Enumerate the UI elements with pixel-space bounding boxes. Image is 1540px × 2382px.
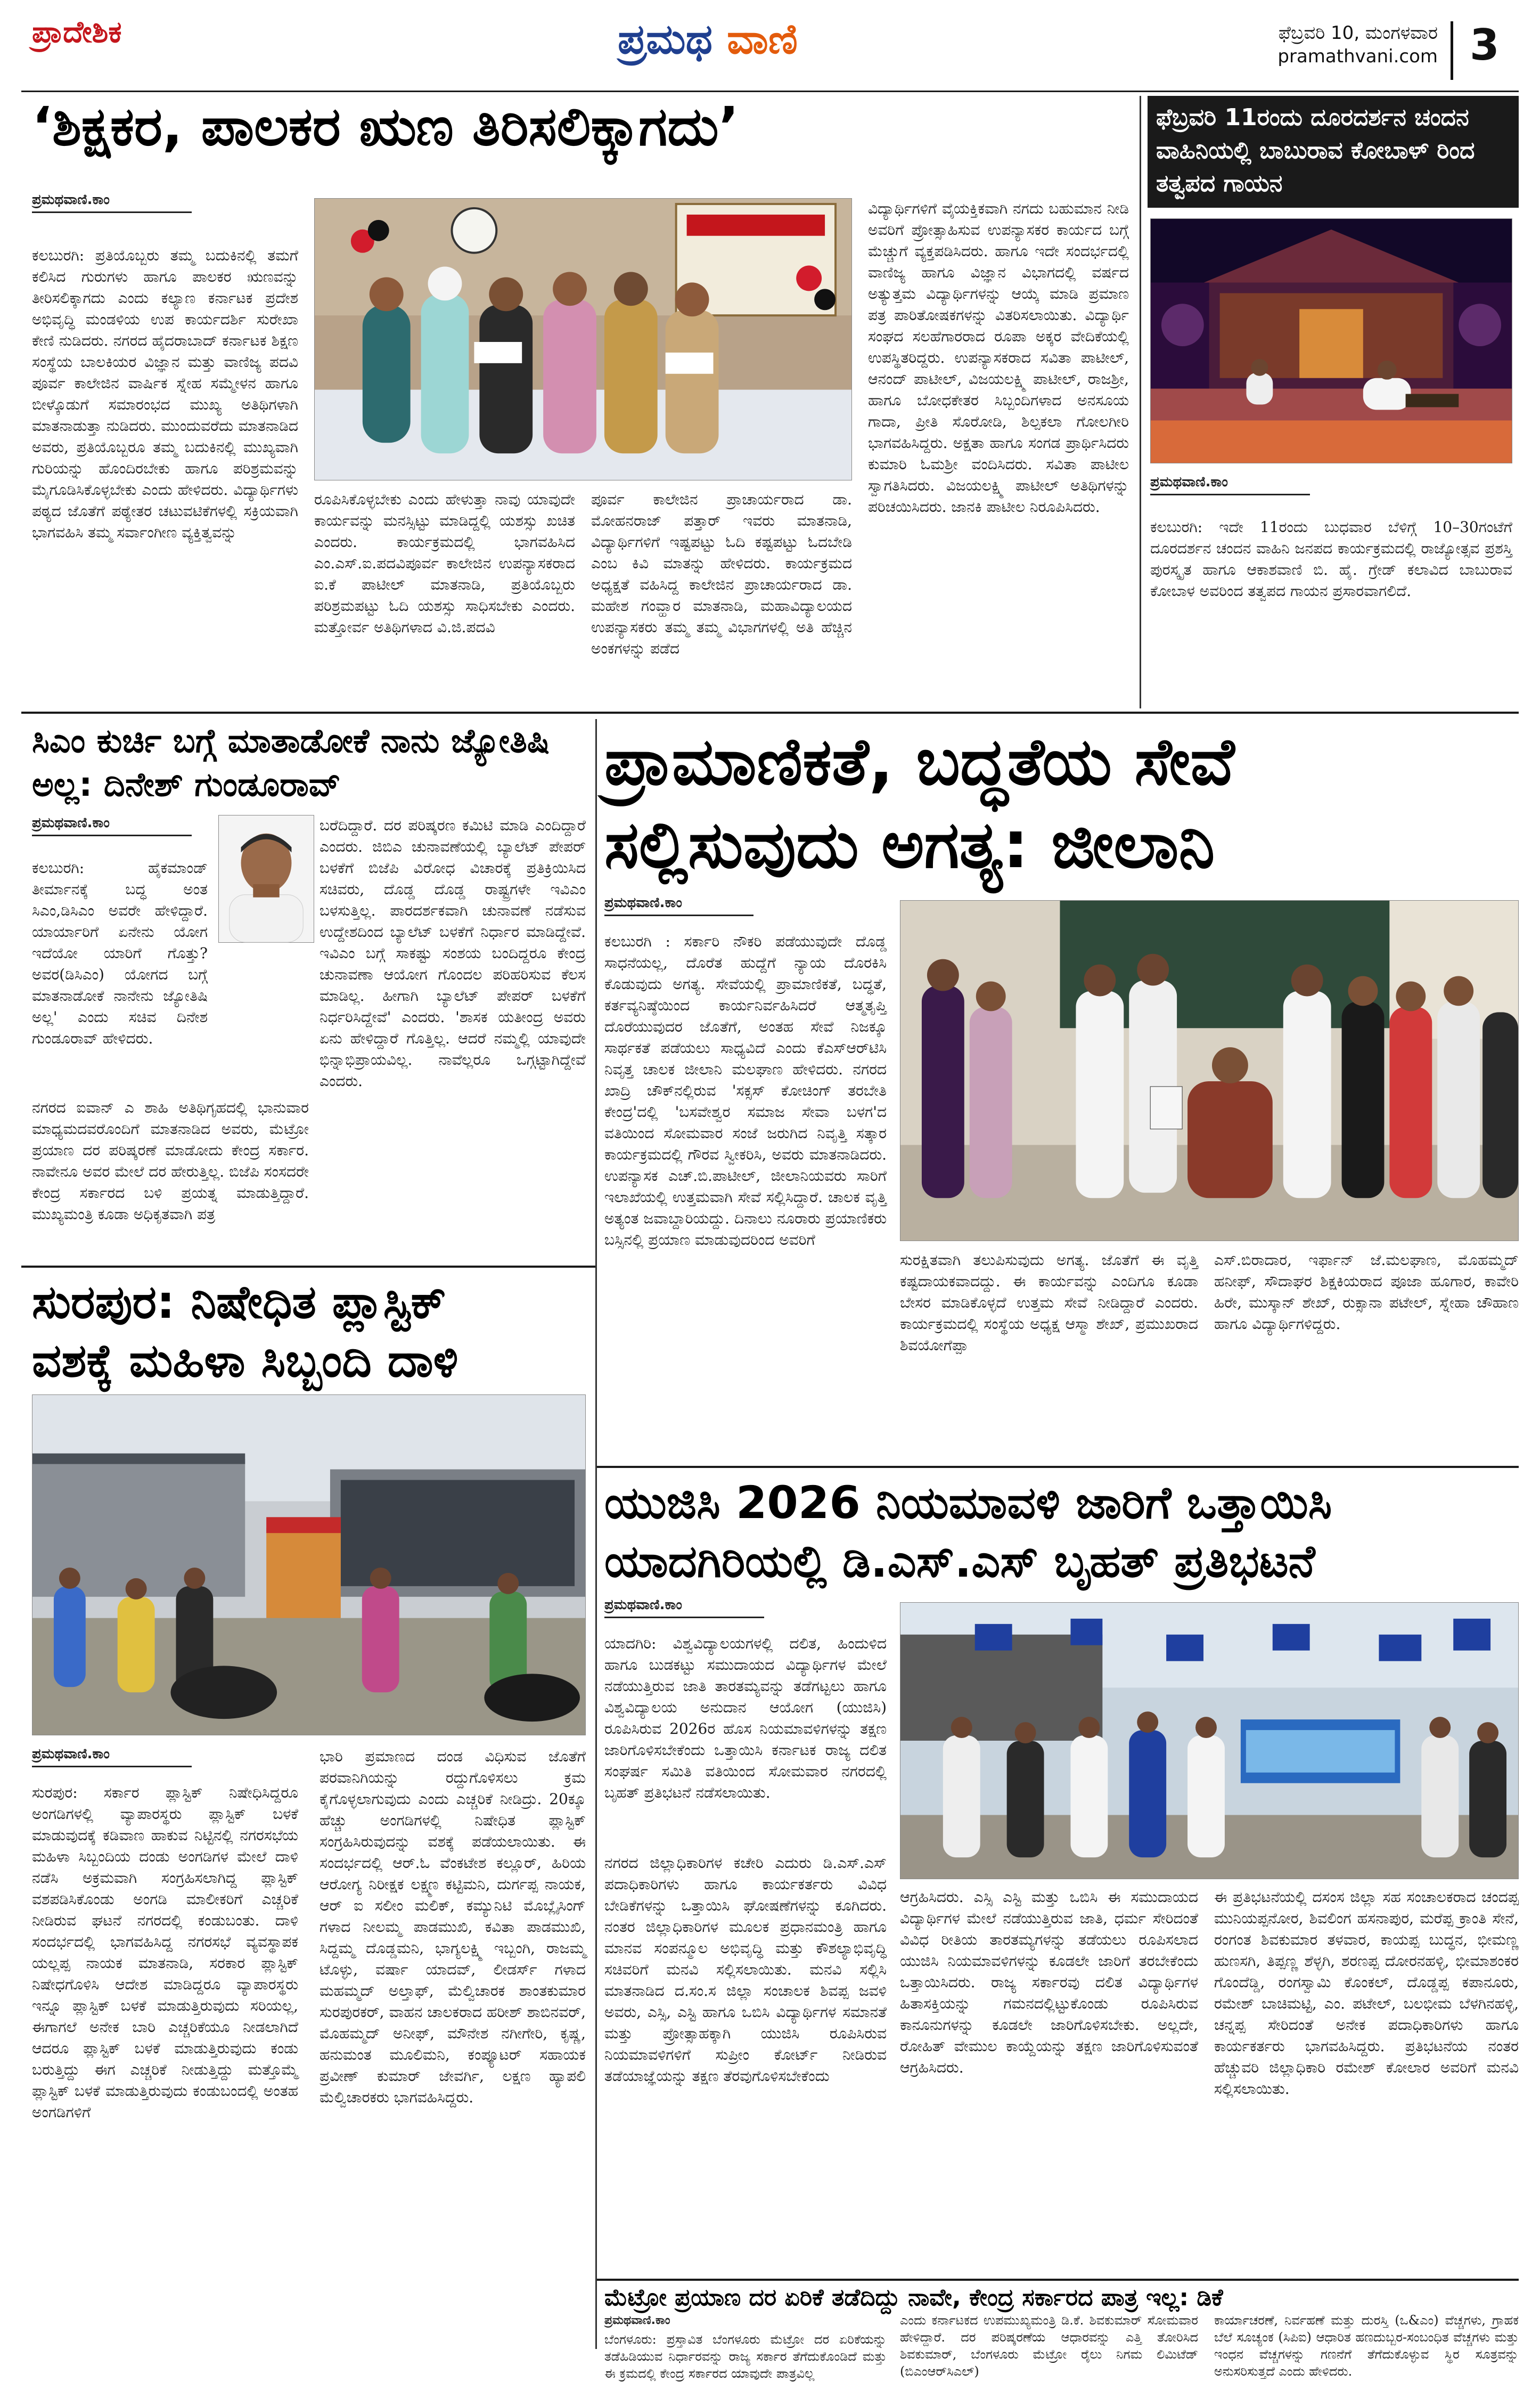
protest-photo <box>900 1602 1519 1879</box>
website[interactable]: pramathvani.com <box>1277 46 1438 67</box>
column-2: ಆಗ್ರಹಿಸಿದರು. ಎಸ್ಸಿ ಎಸ್ಟಿ ಮತ್ತು ಒಬಿಸಿ ಈ ಸಮುದಾಯದ ವಿದ್ಯಾರ್ಥಿಗಳ ಮೇಲೆ ನಡೆಯುತ್ತಿರುವ ಜಾತಿ, ಧರ್ಮ ಸೇರಿದಂತೆ ವಿವಿಧ ರೀತಿಯ ತಾರತಮ್ಯಗಳನ್ನು ತಡೆಯಲು ರೂಪಿಸಲಾದ ಯುಜಿಸಿ ನಿಯಮಾವಳಿಗಳನ್ನು ಕೂಡಲೇ ಜಾರಿಗೆ ತರಬೇಕೆಂದು ಒತ್ತಾಯಿಸಿದರು. ರಾಜ್ಯ ಸರ್ಕಾರವು ದಲಿತ ವಿದ್ಯಾರ್ಥಿಗಳ ಹಿತಾಸಕ್ತಿಯನ್ನು ಗಮನದಲ್ಲಿಟ್ಟುಕೊಂಡು ರೂಪಿಸಿರುವ ಕಾನೂನುಗಳನ್ನು ಕೂಡಲೇ ಜಾರಿಗೊಳಿಸಬೇಕು. ಅಲ್ಲದೇ, ರೋಹಿತ್ ವೇಮುಲ ಕಾಯ್ದೆಯನ್ನು ತಕ್ಷಣ ಜಾರಿಗೊಳಿಸುವಂತೆ ಆಗ್ರಹಿಸಿದರು. <box>900 1888 1198 2076</box>
headline-line-1: ಸುರಪುರ: ನಿಷೇಧಿತ ಪ್ಲಾಸ್ಟಿಕ್ <box>32 1276 447 1329</box>
singer-photo <box>1150 218 1512 463</box>
byline: ಪ್ರಮಥವಾಣಿ.ಕಾಂ <box>604 2314 670 2327</box>
masthead-part1: ಪ್ರಮಥ <box>618 15 712 63</box>
headline: ಸಿಎಂ ಕುರ್ಚಿ ಬಗ್ಗೆ ಮಾತಾಡೋಕೆ ನಾನು ಜ್ಯೋತಿಷಿ ಅಲ್ಲ: ದಿನೇಶ್ ಗುಂಡೂರಾವ್ <box>32 721 550 804</box>
minister-photo <box>218 815 314 943</box>
headline-line-2: ಸಲ್ಲಿಸುವುದು ಅಗತ್ಯ: ಜೀಲಾನಿ <box>604 807 1215 883</box>
ceremony-photo <box>314 198 852 480</box>
column-3: ಕಾರ್ಯಾಚರಣೆ, ನಿರ್ವಹಣೆ ಮತ್ತು ದುರಸ್ತಿ (ಒ&ಎಂ) ವೆಚ್ಚಗಳು, ಗ್ರಾಹಕ ಬೆಲೆ ಸೂಚ್ಯಂಕ (ಸಿಪಿಐ) ಆಧಾರಿತ ಹಣದುಬ್ಬರ-ಸಂಬಂಧಿತ ವೆಚ್ಚಗಳು ಮತ್ತು ಇಂಧನ ವೆಚ್ಚಗಳನ್ನು ಗಣನೆಗೆ ತೆಗೆದುಕೊಳ್ಳುವ ಸ್ಥಿರ ಸೂತ್ರವನ್ನು ಅನುಸರಿಸುತ್ತದೆ ಎಂದು ಹೇಳಿದರು. <box>1214 2313 1519 2379</box>
headline-line-1: ಪ್ರಾಮಾಣಿಕತೆ, ಬದ್ಧತೆಯ ಸೇವೆ <box>604 724 1235 800</box>
byline: ಪ್ರಮಥವಾಣಿ.ಕಾಂ <box>604 1597 682 1613</box>
headline: ಮೆಟ್ರೋ ಪ್ರಯಾಣ ದರ ಏರಿಕೆ ತಡೆದಿದ್ದು ನಾವೇ, ಕೇಂದ್ರ ಸರ್ಕಾರದ ಪಾತ್ರ ಇಲ್ಲ: ಡಿಕೆ <box>604 2284 1223 2311</box>
column-1: ಕಲಬುರಗಿ : ಸರ್ಕಾರಿ ನೌಕರಿ ಪಡೆಯುವುದೇ ದೊಡ್ಡ ಸಾಧನೆಯಲ್ಲ, ದೊರೆತ ಹುದ್ದೆಗೆ ನ್ಯಾಯ ದೊರಕಿಸಿ ಕೊಡುವುದು ಅಗತ್ಯ. ಸೇವೆಯಲ್ಲಿ ಪ್ರಾಮಾಣಿಕತೆ, ಬದ್ಧತೆ, ಕರ್ತವ್ಯನಿಷ್ಠೆಯಿಂದ ಕಾರ್ಯನಿರ್ವಹಿಸಿದರೆ ಆತ್ಮತೃಪ್ತಿ ದೊರೆಯುವುದರ ಜೊತೆಗೆ, ಅಂತಹ ಸೇವೆ ನಿಜಕ್ಕೂ ಸಾರ್ಥಕತೆ ಪಡೆಯಲು ಸಾಧ್ಯವಿದೆ ಎಂದು ಕೆಎಸ್‌ಆರ್‌ಟಿಸಿ ನಿವೃತ್ತ ಚಾಲಕ ಜೀಲಾನಿ ಮಲಘಾಣ ಹೇಳಿದರು. ನಗರದ ಖಾದ್ರಿ ಚೌಕ್‌ನಲ್ಲಿರುವ 'ಸಕ್ಸಸ್ ಕೋಚಿಂಗ್ ತರಬೇತಿ ಕೇಂದ್ರ'ದಲ್ಲಿ 'ಬಸವೇಶ್ವರ ಸಮಾಜ ಸೇವಾ ಬಳಗ'ದ ವತಿಯಿಂದ ಸೋಮವಾರ ಸಂಜೆ ಜರುಗಿದ ನಿವೃತ್ತಿ ಸತ್ಕಾರ ಕಾರ್ಯಕ್ರಮದಲ್ಲಿ ಗೌರವ ಸ್ವೀಕರಿಸಿ, ಅವರು ಮಾತನಾಡಿದರು. ಉಪನ್ಯಾಸಕ ಎಚ್.ಬಿ.ಪಾಟೀಲ್, ಜೀಲಾನಿಯವರು ಸಾರಿಗೆ ಇಲಾಖೆಯಲ್ಲಿ ಉತ್ತಮವಾಗಿ ಸೇವೆ ಸಲ್ಲಿಸಿದ್ದಾರೆ. ಚಾಲಕ ವೃತ್ತಿ ಅತ್ಯಂತ ಜವಾಬ್ದಾರಿಯದ್ದು. ದಿನಾಲು ನೂರಾರು ಪ್ರಯಾಣಿಕರು ಬಸ್ಸಿನಲ್ಲಿ ಪ್ರಯಾಣ ಮಾಡುವುದರಿಂದ ಅವರಿಗೆ <box>604 933 887 1249</box>
headline <box>32 1273 586 1390</box>
column-2: ರೂಪಿಸಿಕೊಳ್ಳಬೇಕು ಎಂದು ಹೇಳುತ್ತಾ ನಾವು ಯಾವುದೇ ಕಾರ್ಯವನ್ನು ಮನಸ್ಸಿಟ್ಟು ಮಾಡಿದ್ದಲ್ಲಿ ಯಶಸ್ಸು ಖಚಿತ ಎಂದರು. ಕಾರ್ಯಕ್ರಮದಲ್ಲಿ ಭಾಗವಹಿಸಿದ ಎಂ.ಎಸ್.ಐ.ಪದವಿಪೂರ್ವ ಕಾಲೇಜಿನ ಉಪನ್ಯಾಸಕರಾದ ಐ.ಕೆ ಪಾಟೀಲ್ ಮಾತನಾಡಿ, ಪ್ರತಿಯೊಬ್ಬರು ಪರಿಶ್ರಮಪಟ್ಟು ಓದಿ ಯಶಸ್ಸು ಸಾಧಿಸಬೇಕು ಎಂದರು. ಮತ್ತೋರ್ವ ಅತಿಥಿಗಳಾದ ವಿ.ಜಿ.ಪದವಿ <box>314 491 575 636</box>
column-3: ಎಸ್.ಬಿರಾದಾರ, ಇರ್ಫಾನ್ ಜೆ.ಮಲಘಾಣ, ಮೊಹಮ್ಮದ್ ಹನೀಫ್, ಸೌದಾಘರ ಶಿಕ್ಷಕಿಯರಾದ ಪೂಜಾ ಹೂಗಾರ, ಕಾವೇರಿ ಹಿರೇ, ಮುಸ್ಕಾನ್ ಶೇಖ್, ರುಕ್ಸಾನಾ ಪಟೇಲ್, ಸ್ನೇಹಾ ಚೌಹಾಣ ಹಾಗೂ ವಿದ್ಯಾರ್ಥಿಗಳಿದ್ದರು. <box>1214 1251 1519 1333</box>
headline: ‘ಶಿಕ್ಷಕರ, ಪಾಲಕರ ಋಣ ತಿರಿಸಲಿಕ್ಕಾಗದು’ <box>32 95 739 158</box>
column-2: ಬರೆದಿದ್ದಾರೆ. ದರ ಪರಿಷ್ಕರಣ ಕಮಿಟಿ ಮಾಡಿ ಎಂದಿದ್ದಾರೆ ಎಂದರು. ಜಿಬಿಎ ಚುನಾವಣೆಯಲ್ಲಿ ಬ್ಯಾಲೆಟ್ ಪೇಪರ್ ಬಳಕೆಗೆ ಬಿಜೆಪಿ ವಿರೋಧ ವಿಚಾರಕ್ಕೆ ಪ್ರತಿಕ್ರಿಯಿಸಿದ ಸಚಿವರು, ದೊಡ್ಡ ದೊಡ್ಡ ರಾಷ್ಟ್ರಗಳೇ ಇವಿಎಂ ಬಳಸುತ್ತಿಲ್ಲ. ಪಾರದರ್ಶಕವಾಗಿ ಚುನಾವಣೆ ನಡೆಸುವ ಉದ್ದೇಶದಿಂದ ಬ್ಯಾಲೆಟ್ ಬಳಕೆಗೆ ನಿರ್ಧಾರ ಮಾಡಿದ್ದೇವೆ. ಇವಿಎಂ ಬಗ್ಗೆ ಸಾಕಷ್ಟು ಸಂಶಯ ಬಂದಿದ್ದರೂ ಕೇಂದ್ರ ಚುನಾವಣಾ ಆಯೋಗ ಗೊಂದಲ ಪರಿಹರಿಸುವ ಕೆಲಸ ಮಾಡಿಲ್ಲ. ಹೀಗಾಗಿ ಬ್ಯಾಲೆಟ್ ಪೇಪರ್ ಬಳಕೆಗೆ ನಿರ್ಧರಿಸಿದ್ದೇವೆ' ಎಂದರು. 'ಶಾಸಕ ಯತೀಂದ್ರ ಅವರು ಏನು ಹೇಳಿದ್ದಾರೆ ಗೊತ್ತಿಲ್ಲ. ಆದರೆ ನಮ್ಮಲ್ಲಿ ಯಾವುದೇ ಭಿನ್ನಾಭಿಪ್ರಾಯವಿಲ್ಲ. ನಾವೆಲ್ಲರೂ ಒಗ್ಗಟ್ಟಾಗಿದ್ದೇವೆ ಎಂದರು. <box>320 817 586 1090</box>
headline: ಫೆಬ್ರವರಿ 11ರಂದು ದೂರದರ್ಶನ ಚಂದನ ವಾಹಿನಿಯಲ್ಲಿ ಬಾಬುರಾವ ಕೋಬಾಳ್ ರಿಂದ ತತ್ವಪದ ಗಾಯನ <box>1148 96 1519 208</box>
column-3: ಈ ಪ್ರತಿಭಟನೆಯಲ್ಲಿ ದಸಂಸ ಜಿಲ್ಲಾ ಸಹ ಸಂಚಾಲಕರಾದ ಚಂದಪ್ಪ ಮುನಿಯಪ್ಪನೋರ, ಶಿವಲಿಂಗ ಹಸನಾಪುರ, ಮರೆಪ್ಪ ಕ್ರಾಂತಿ ಸೇನೆ, ರಂಗಂತ ಶಿವಕುಮಾರ ತಳವಾರ, ಕಾಯಪ್ಪ ಬುದ್ಧನ, ಭೀಮಣ್ಣ ಹುಣಸಗಿ, ತಿಪ್ಪಣ್ಣ ಶೆಳ್ಳಗಿ, ಶರಣಪ್ಪ ದೋರನಹಳ್ಳಿ, ಭೀಮಾಶಂಕರ ಗೊಂದೆಡ್ಡಿ, ರಂಗಸ್ವಾಮಿ ಕೊಂಕಲ್, ದೊಡ್ಡಪ್ಪ ಕಪಾನೂರು, ರಮೇಶ್ ಬಾಚಿಮಟ್ಟಿ, ಎಂ. ಪಟೇಲ್, ಬಲಭೀಮ ಬೆಳಗಿನಹಳ್ಳಿ, ಚನ್ನಪ್ಪ ಸೇರಿದಂತೆ ಅನೇಕ ಪದಾಧಿಕಾರಿಗಳು ಹಾಗೂ ಕಾರ್ಯಕರ್ತರು ಭಾಗವಹಿಸಿದ್ದರು. ಪ್ರತಿಭಟನೆಯ ನಂತರ ಹೆಚ್ಚುವರಿ ಜಿಲ್ಲಾಧಿಕಾರಿ ರಮೇಶ್ ಕೋಲಾರ ಅವರಿಗೆ ಮನವಿ ಸಲ್ಲಿಸಲಾಯಿತು. <box>1214 1888 1519 2098</box>
column-2: ಭಾರಿ ಪ್ರಮಾಣದ ದಂಡ ವಿಧಿಸುವ ಜೊತೆಗೆ ಪರವಾನಿಗಿಯನ್ನು ರದ್ದುಗೊಳಿಸಲು ಕ್ರಮ ಕೈಗೊಳ್ಳಲಾಗುವುದು ಎಂದು ಎಚ್ಚರಿಕೆ ನೀಡಿದ್ರು. 20ಕ್ಕೂ ಹೆಚ್ಚು ಅಂಗಡಿಗಳಲ್ಲಿ ನಿಷೇಧಿತ ಪ್ಲಾಸ್ಟಿಕ್ ಸಂಗ್ರಹಿಸಿರುವುದನ್ನು ವಶಕ್ಕೆ ಪಡೆಯಲಾಯಿತು. ಈ ಸಂದರ್ಭದಲ್ಲಿ ಆರ್.ಓ ವೆಂಕಟೇಶ ಕಲ್ಲೂರ್, ಹಿರಿಯ ಆರೋಗ್ಯ ನಿರೀಕ್ಷಕ ಲಕ್ಷ್ಮಣ ಕಟ್ಟಿಮನಿ, ದುರ್ಗಪ್ಪ ನಾಯಕ, ಆರ್ ಐ ಸಲೀಂ ಮಲಿಕ್, ಕಮ್ಯುನಿಟಿ ಮೊಬ್ಲೈಸಿಂಗ್ ಗಳಾದ ನೀಲಮ್ಮ ಪಾಡಮುಖಿ, ಕವಿತಾ ಪಾಡಮುಖಿ, ಸಿದ್ದಮ್ಮ ದೊಡ್ಡಮನಿ, ಭಾಗ್ಯಲಕ್ಷ್ಮಿ ಇಬ್ಬಂಗಿ, ರಾಜಮ್ಮ ಟೊಳ್ಳು, ವರ್ಷಾ ಯಾದವ್, ಲೀಡರ್ಸ್ ಗಳಾದ ಮಹಮ್ಮದ್ ಅಲ್ತಾಫ್, ಮೆಲ್ವಿಚಾರಕ ಶಾಂತಕುಮಾರ ಸುರಪುರಕರ್, ವಾಹನ ಚಾಲಕರಾದ ಹರೀಶ್ ಶಾಬಿನವರ್, ಮೊಹಮ್ಮದ್ ಅನೀಫ್, ಮೌನೇಶ ನಗೀಗೇರಿ, ಕೃಷ್ಣ, ಹನುಮಂತ ಮೂಲಿಮನಿ, ಕಂಪ್ಯೂಟರ್ ಸಹಾಯಕ ಪ್ರವೀಣ್ ಕುಮಾರ್ ಜೇವರ್ಗಿ, ಲಕ್ಷಣ ಹ್ಯಾಪಲಿ ಮೆಲ್ವಿಚಾರಕರು ಭಾಗವಹಿಸಿದ್ದರು. <box>320 1748 586 2106</box>
byline: ಪ್ರಮಥವಾಣಿ.ಕಾಂ <box>1150 474 1228 490</box>
column-4: ವಿದ್ಯಾರ್ಥಿಗಳಿಗೆ ವೈಯಕ್ತಿಕವಾಗಿ ನಗದು ಬಹುಮಾನ ನೀಡಿ ಅವರಿಗೆ ಪ್ರೋತ್ಸಾಹಿಸುವ ಉಪನ್ಯಾಸಕರ ಕಾರ್ಯದ ಬಗ್ಗೆ ಮೆಚ್ಚುಗೆ ವ್ಯಕ್ತಪಡಿಸಿದರು. ಹಾಗೂ ಇದೇ ಸಂದರ್ಭದಲ್ಲಿ ವಾಣಿಜ್ಯ ಹಾಗೂ ವಿಜ್ಞಾನ ವಿಭಾಗದಲ್ಲಿ ವರ್ಷದ ಅತ್ಯುತ್ತಮ ವಿದ್ಯಾರ್ಥಿಗಳನ್ನು ಆಯ್ಕೆ ಮಾಡಿ ಪ್ರಮಾಣ ಪತ್ರ ಪಾರಿತೋಷಕಗಳನ್ನು ವಿತರಿಸಲಾಯಿತು. ವಿದ್ಯಾರ್ಥಿ ಸಂಘದ ಸಲಹೆಗಾರರಾದ ರೂಪಾ ಅಕ್ಕರ ವೇದಿಕೆಯಲ್ಲಿ ಉಪಸ್ಥಿತರಿದ್ದರು. ಉಪನ್ಯಾಸಕರಾದ ಸವಿತಾ ಪಾಟೀಲ್, ಆನಂದ್ ಪಾಟೀಲ್, ವಿಜಯಲಕ್ಷ್ಮಿ ಪಾಟೀಲ್, ರಾಜಶ್ರೀ, ಹಾಗೂ ಬೋಧಕೇತರ ಸಿಬ್ಬಂದಿಗಳಾದ ಅನಸೂಯ ಗಾದಾ, ಪ್ರೀತಿ ಸೊರೋಡಿ, ಶಿಲ್ಪಕಲಾ ಗೋಲಗೀರಿ ಭಾಗವಹಿಸಿದ್ದರು. ಅಕ್ಷತಾ ಹಾಗೂ ಸಂಗಡ ಪ್ರಾರ್ಥಿಸಿದರು ಕುಮಾರಿ ಓಮಶ್ರೀ ವಂದಿಸಿದರು. ಸವಿತಾ ಪಾಟೀಲ ಸ್ವಾಗತಿಸಿದರು. ವಿಜಯಲಕ್ಷ್ಮಿ ಪಾಟೀಲ್ ಅತಿಥಿಗಳನ್ನು ಪರಿಚಯಿಸಿದರು. ಜಾನಕಿ ಪಾಟೀಲ ನಿರೂಪಿಸಿದರು. <box>868 200 1129 516</box>
byline: ಪ್ರಮಥವಾಣಿ.ಕಾಂ <box>32 815 110 831</box>
byline-block <box>604 1597 871 1626</box>
column-2: ಸುರಕ್ಷಿತವಾಗಿ ತಲುಪಿಸುವುದು ಅಗತ್ಯ. ಜೊತೆಗೆ ಈ ವೃತ್ತಿ ಕಷ್ಟದಾಯಕವಾದದ್ದು. ಈ ಕಾರ್ಯವನ್ನು ಎಂದಿಗೂ ಕೂಡಾ ಬೇಸರ ಮಾಡಿಕೊಳ್ಳದೆ ಉತ್ತಮ ಸೇವೆ ನೀಡಿದ್ದಾರೆ ಎಂದರು. ಕಾರ್ಯಕ್ರಮದಲ್ಲಿ ಸಂಸ್ಥೆಯ ಅಧ್ಯಕ್ಷ ಆಸ್ಮಾ ಶೇಖ್, ಪ್ರಮುಖರಾದ ಶಿವಯೋಗೆಪ್ಪಾ <box>900 1251 1198 1354</box>
article-text: ಕಲಬುರಗಿ: ಇದೇ 11ರಂದು ಬುಧವಾರ ಬೆಳಿಗ್ಗೆ 10–30ಗಂಟೆಗೆ ದೂರದರ್ಶನ ಚಂದನ ವಾಹಿನಿ ಜನಪದ ಕಾರ್ಯಕ್ರಮದಲ್ಲಿ ರಾಜ್ಯೋತ್ಸವ ಪ್ರಶಸ್ತಿ ಪುರಸ್ಕೃತ ಹಾಗೂ ಆಕಾಶವಾಣಿ ಬಿ. ಹೈ. ಗ್ರೇಡ್ ಕಲಾವಿದ ಬಾಬುರಾವ ಕೋಬಾಳ ಅವರಿಂದ ತತ್ವಪದ ಗಾಯನ ಪ್ರಸಾರವಾಗಲಿದೆ. <box>1150 518 1512 600</box>
byline-block <box>1150 474 1512 503</box>
byline: ಪ್ರಮಥವಾಣಿ.ಕಾಂ <box>32 1746 110 1762</box>
page-number: 3 <box>1470 20 1500 70</box>
headline-line-2: ಯಾದಗಿರಿಯಲ್ಲಿ ಡಿ.ಎಸ್.ಎಸ್ ಬೃಹತ್ ಪ್ರತಿಭಟನೆ <box>604 1535 1315 1587</box>
headline <box>604 720 1519 886</box>
issue-date: ಫೆಬ್ರವರಿ 10, ಮಂಗಳವಾರ <box>1278 22 1438 44</box>
column-1a: ಯಾದಗಿರಿ: ವಿಶ್ವವಿದ್ಯಾಲಯಗಳಲ್ಲಿ ದಲಿತ, ಹಿಂದುಳಿದ ಹಾಗೂ ಬುಡಕಟ್ಟು ಸಮುದಾಯದ ವಿದ್ಯಾರ್ಥಿಗಳ ಮೇಲೆ ನಡೆಯುತ್ತಿರುವ ಜಾತಿ ತಾರತಮ್ಯವನ್ನು ತಡೆಗಟ್ಟಲು ಹಾಗೂ ವಿಶ್ವವಿದ್ಯಾಲಯ ಅನುದಾನ ಆಯೋಗ (ಯುಜಿಸಿ) ರೂಪಿಸಿರುವ 2026ರ ಹೊಸ ನಿಯಮಾವಳಿಗಳನ್ನು ತಕ್ಷಣ ಜಾರಿಗೊಳಿಸಬೇಕೆಂದು ಒತ್ತಾಯಿಸಿ ಕರ್ನಾಟಕ ರಾಜ್ಯ ದಲಿತ ಸಂಘರ್ಷ ಸಮಿತಿ ವತಿಯಿಂದ ಸೋಮವಾರ ನಗರದಲ್ಲಿ ಬೃಹತ್ ಪ್ರತಿಭಟನೆ ನಡೆಸಲಾಯಿತು. <box>604 1635 887 1801</box>
column-3: ಪೂರ್ವ ಕಾಲೇಜಿನ ಪ್ರಾಚಾರ್ಯರಾದ ಡಾ. ಮೋಹನರಾಜ್ ಪತ್ತಾರ್ ಇವರು ಮಾತನಾಡಿ, ವಿದ್ಯಾರ್ಥಿಗಳಿಗೆ ಇಷ್ಟಪಟ್ಟು ಓದಿ ಕಷ್ಟಪಟ್ಟು ಓದಬೇಡಿ ಎಂಬ ಕಿವಿ ಮಾತನ್ನು ಹೇಳಿದರು. ಕಾರ್ಯಕ್ರಮದ ಅಧ್ಯಕ್ಷತೆ ವಹಿಸಿದ್ದ ಕಾಲೇಜಿನ ಪ್ರಾಚಾರ್ಯರಾದ ಡಾ. ಮಹೇಶ ಗಂವ್ಹಾರ ಮಾತನಾಡಿ, ಮಹಾವಿದ್ಯಾಲಯದ ಉಪನ್ಯಾಸಕರು ತಮ್ಮ ತಮ್ಮ ವಿಭಾಗಗಳಲ್ಲಿ ಅತಿ ಹೆಚ್ಚಿನ ಅಂಕಗಳನ್ನು ಪಡೆದ <box>591 491 852 657</box>
column-1: ಬೆಂಗಳೂರು: ಪ್ರಸ್ತಾವಿತ ಬೆಂಗಳೂರು ಮೆಟ್ರೋ ದರ ಏರಿಕೆಯನ್ನು ತಡೆಹಿಡಿಯುವ ನಿರ್ಧಾರವನ್ನು ರಾಜ್ಯ ಸರ್ಕಾರ ತೆಗೆದುಕೊಂಡಿದೆ ಮತ್ತು ಈ ಕ್ರಮದಲ್ಲಿ ಕೇಂದ್ರ ಸರ್ಕಾರದ ಯಾವುದೇ ಪಾತ್ರವಿಲ್ಲ <box>604 2332 887 2381</box>
headline <box>604 1473 1519 1590</box>
section-label: ಪ್ರಾದೇಶಿಕ <box>32 15 122 50</box>
byline-block <box>604 2314 871 2327</box>
headline-line-1: ಯುಜಿಸಿ 2026 ನಿಯಮಾವಳಿ ಜಾರಿಗೆ ಒತ್ತಾಯಿಸಿ <box>604 1476 1332 1529</box>
byline-block <box>32 192 298 221</box>
byline: ಪ್ರಮಥವಾಣಿ.ಕಾಂ <box>32 192 110 208</box>
masthead <box>618 15 798 64</box>
headline-line-2: ವಶಕ್ಕೆ ಮಹಿಳಾ ಸಿಬ್ಬಂದಿ ದಾಳಿ <box>32 1334 458 1388</box>
column-1b: ನಗರದ ಜಿಲ್ಲಾಧಿಕಾರಿಗಳ ಕಚೇರಿ ಎದುರು ಡಿ.ಎಸ್.ಎಸ್ ಪದಾಧಿಕಾರಿಗಳು ಹಾಗೂ ಕಾರ್ಯಕರ್ತರು ವಿವಿಧ ಬೇಡಿಕೆಗಳನ್ನು ಒತ್ತಾಯಿಸಿ ಘೋಷಣೆಗಳನ್ನು ಕೂಗಿದರು. ನಂತರ ಜಿಲ್ಲಾಧಿಕಾರಿಗಳ ಮೂಲಕ ಪ್ರಧಾನಮಂತ್ರಿ ಹಾಗೂ ಮಾನವ ಸಂಪನ್ಮೂಲ ಅಭಿವೃದ್ಧಿ ಮತ್ತು ಕೌಶಲ್ಯಾಭಿವೃದ್ಧಿ ಸಚಿವರಿಗೆ ಮನವಿ ಸಲ್ಲಿಸಲಾಯಿತು. ಮನವಿ ಸಲ್ಲಿಸಿ ಮಾತನಾಡಿದ ದ.ಸಂ.ಸ ಜಿಲ್ಲಾ ಸಂಚಾಲಕ ಶಿವಪ್ಪ ಜವಳಿ ಅವರು, ಎಸ್ಸಿ, ಎಸ್ಟಿ ಹಾಗೂ ಒಬಿಸಿ ವಿದ್ಯಾರ್ಥಿಗಳ ಸಮಾನತೆ ಮತ್ತು ಪ್ರೋತ್ಸಾಹಕ್ಕಾಗಿ ಯುಜಿಸಿ ರೂಪಿಸಿರುವ ನಿಯಮಾವಳಿಗಳಿಗೆ ಸುಪ್ರೀಂ ಕೋರ್ಟ್ ನೀಡಿರುವ ತಡೆಯಾಜ್ಞೆಯನ್ನು ತಕ್ಷಣ ತೆರವುಗೊಳಿಸಬೇಕೆಂದು <box>604 1854 887 2085</box>
masthead-part2: ವಾಣಿ <box>727 15 798 63</box>
byline-block <box>604 895 871 924</box>
retirement-photo <box>900 900 1519 1241</box>
byline: ಪ್ರಮಥವಾಣಿ.ಕಾಂ <box>604 895 682 911</box>
column-1b: ನಗರದ ಐವಾನ್ ಎ ಶಾಹಿ ಅತಿಥಿಗೃಹದಲ್ಲಿ ಭಾನುವಾರ ಮಾಧ್ಯಮದವರೊಂದಿಗೆ ಮಾತನಾಡಿದ ಅವರು, ಮೆಟ್ರೋ ಪ್ರಯಾಣ ದರ ಪರಿಷ್ಕರಣೆ ಮಾಡೋದು ಕೇಂದ್ರ ಸರ್ಕಾರ. ನಾವೇನೂ ಅವರ ಮೇಲೆ ದರ ಹೇರುತ್ತಿಲ್ಲ. ಬಿಜೆಪಿ ಸಂಸದರೇ ಕೇಂದ್ರ ಸರ್ಕಾರದ ಬಳಿ ಪ್ರಯತ್ನ ಮಾಡುತ್ತಿದ್ದಾರೆ. ಮುಖ್ಯಮಂತ್ರಿ ಕೂಡಾ ಅಧಿಕೃತವಾಗಿ ಪತ್ರ <box>32 1099 309 1223</box>
date-block <box>1172 21 1438 68</box>
column-1: ಕಲಬುರಗಿ: ಪ್ರತಿಯೊಬ್ಬರು ತಮ್ಮ ಬದುಕಿನಲ್ಲಿ ತಮಗೆ ಕಲಿಸಿದ ಗುರುಗಳು ಹಾಗೂ ಪಾಲಕರ ಋಣವನ್ನು ತೀರಿಸಲಿಕ್ಕಾಗದು ಎಂದು ಕಲ್ಯಾಣ ಕರ್ನಾಟಕ ಪ್ರದೇಶ ಅಭಿವೃದ್ಧಿ ಮಂಡಳಿಯ ಉಪ ಕಾರ್ಯದರ್ಶಿ ಸುರೇಖಾ ಕೇಣಿ ನುಡಿದರು. ನಗರದ ಹೈದರಾಬಾದ್ ಕರ್ನಾಟಕ ಶಿಕ್ಷಣ ಸಂಸ್ಥೆಯ ಬಾಲಕಿಯರ ವಿಜ್ಞಾನ ಮತ್ತು ವಾಣಿಜ್ಯ ಪದವಿ ಪೂರ್ವ ಕಾಲೇಜಿನ ವಾರ್ಷಿಕ ಸ್ನೇಹ ಸಮ್ಮೇಳನ ಹಾಗೂ ಬೀಳ್ಕೊಡುಗೆ ಸಮಾರಂಭದ ಮುಖ್ಯ ಅತಿಥಿಗಳಾಗಿ ಮಾತನಾಡುತ್ತಾ ನುಡಿದರು. ಮುಂದುವರೆದು ಮಾತನಾಡಿದ ಅವರು, ಪ್ರತಿಯೊಬ್ಬರೂ ತಮ್ಮ ಬದುಕಿನಲ್ಲಿ ಮುಖ್ಯವಾಗಿ ಗುರಿಯನ್ನು ಹೊಂದಿರಬೇಕು ಹಾಗೂ ಪರಿಶ್ರಮವನ್ನು ಮೈಗೂಡಿಸಿಕೊಳ್ಳಬೇಕು ಎಂದು ಹೇಳಿದರು. ವಿದ್ಯಾರ್ಥಿಗಳು ಪಠ್ಯದ ಜೊತೆಗೆ ಪಠ್ಯೇತರ ಚಟುವಟಿಕೆಗಳಲ್ಲಿ ಸಕ್ರಿಯವಾಗಿ ಭಾಗವಹಿಸಿ ತಮ್ಮ ಸರ್ವಾಂಗೀಣ ವ್ಯಕ್ತಿತ್ವವನ್ನು <box>32 247 298 541</box>
column-1a: ಕಲಬುರಗಿ: ಹೈಕಮಾಂಡ್ ತೀರ್ಮಾನಕ್ಕೆ ಬದ್ಧ ಅಂತ ಸಿಎಂ,ಡಿಸಿಎಂ ಅವರೇ ಹೇಳಿದ್ದಾರೆ. ಯಾರ್ಯಾರಿಗೆ ಏನೇನು ಯೋಗ ಇದೆಯೋ ಯಾರಿಗೆ ಗೊತ್ತು? ಅವರ(ಡಿಸಿಎಂ) ಯೋಗದ ಬಗ್ಗೆ ಮಾತನಾಡೋಕೆ ನಾನೇನು ಜ್ಯೋತಿಷಿ ಅಲ್ಲ' ಎಂದು ಸಚಿವ ದಿನೇಶ ಗುಂಡೂರಾವ್ ಹೇಳಿದರು. <box>32 859 208 1047</box>
column-1: ಸುರಪುರ: ಸರ್ಕಾರ ಪ್ಲಾಸ್ಟಿಕ್ ನಿಷೇಧಿಸಿದ್ದರೂ ಅಂಗಡಿಗಳಲ್ಲಿ ವ್ಯಾಪಾರಸ್ಥರು ಪ್ಲಾಸ್ಟಿಕ್ ಬಳಕೆ ಮಾಡುವುದಕ್ಕೆ ಕಡಿವಾಣ ಹಾಕುವ ನಿಟ್ಟಿನಲ್ಲಿ ನಗರಸಭೆಯ ಮಹಿಳಾ ಸಿಬ್ಬಂದಿಯ ದಂಡು ಅಂಗಡಿಗಳ ಮೇಲೆ ದಾಳಿ ನಡೆಸಿ ಅಕ್ರಮವಾಗಿ ಸಂಗ್ರಹಿಸಲಾಗಿದ್ದ ಪ್ಲಾಸ್ಟಿಕ್ ವಶಪಡಿಸಿಕೊಂಡು ಅಂಗಡಿ ಮಾಲೀಕರಿಗೆ ಎಚ್ಚರಿಕೆ ನೀಡಿರುವ ಘಟನೆ ನಗರದಲ್ಲಿ ಕಂಡುಬಂತು. ದಾಳಿ ಸಂದರ್ಭದಲ್ಲಿ ಭಾಗವಹಿಸಿದ್ದ ನಗರಸಭೆ ವ್ಯವಸ್ಥಾಪಕ ಯಲ್ಲಪ್ಪ ನಾಯಕ ಮಾತನಾಡಿ, ಸರಕಾರ ಪ್ಲಾಸ್ಟಿಕ್ ನಿಷೇಧಗೊಳಿಸಿ ಆದೇಶ ಮಾಡಿದ್ದರೂ ವ್ಯಾಪಾರಸ್ಥರು ಇನ್ನೂ ಪ್ಲಾಸ್ಟಿಕ್ ಬಳಕೆ ಮಾಡುತ್ತಿರುವುದು ಸರಿಯಲ್ಲ, ಈಗಾಗಲೆ ಅನೇಕ ಬಾರಿ ಎಚ್ಚರಿಕೆಯೂ ನೀಡಲಾಗಿದೆ ಆದರೂ ಪ್ಲಾಸ್ಟಿಕ್ ಬಳಕೆ ಮಾಡುತ್ತಿರುವುದು ಕಂಡು ಬರುತ್ತಿದ್ದು ಈಗ ಎಚ್ಚರಿಕೆ ನೀಡುತ್ತಿದ್ದು ಮತ್ತೊಮ್ಮೆ ಪ್ಲಾಸ್ಟಿಕ್ ಬಳಕೆ ಮಾಡುತ್ತಿರುವುದು ಕಂಡುಬಂದಲ್ಲಿ ಅಂತಹ ಅಂಗಡಿಗಳಿಗೆ <box>32 1784 298 2121</box>
column-2: ಎಂದು ಕರ್ನಾಟಕದ ಉಪಮುಖ್ಯಮಂತ್ರಿ ಡಿ.ಕೆ. ಶಿವಕುಮಾರ್ ಸೋಮವಾರ ಹೇಳಿದ್ದಾರೆ. ದರ ಪರಿಷ್ಕರಣೆಯ ಆಧಾರವನ್ನು ಎತ್ತಿ ತೋರಿಸಿದ ಶಿವಕುಮಾರ್, ಬೆಂಗಳೂರು ಮೆಟ್ರೋ ರೈಲು ನಿಗಮ ಲಿಮಿಟೆಡ್ (ಬಿಎಂಆರ್‌ಸಿಎಲ್) <box>900 2313 1198 2379</box>
byline-block <box>32 1746 298 1775</box>
market-photo <box>32 1394 586 1735</box>
